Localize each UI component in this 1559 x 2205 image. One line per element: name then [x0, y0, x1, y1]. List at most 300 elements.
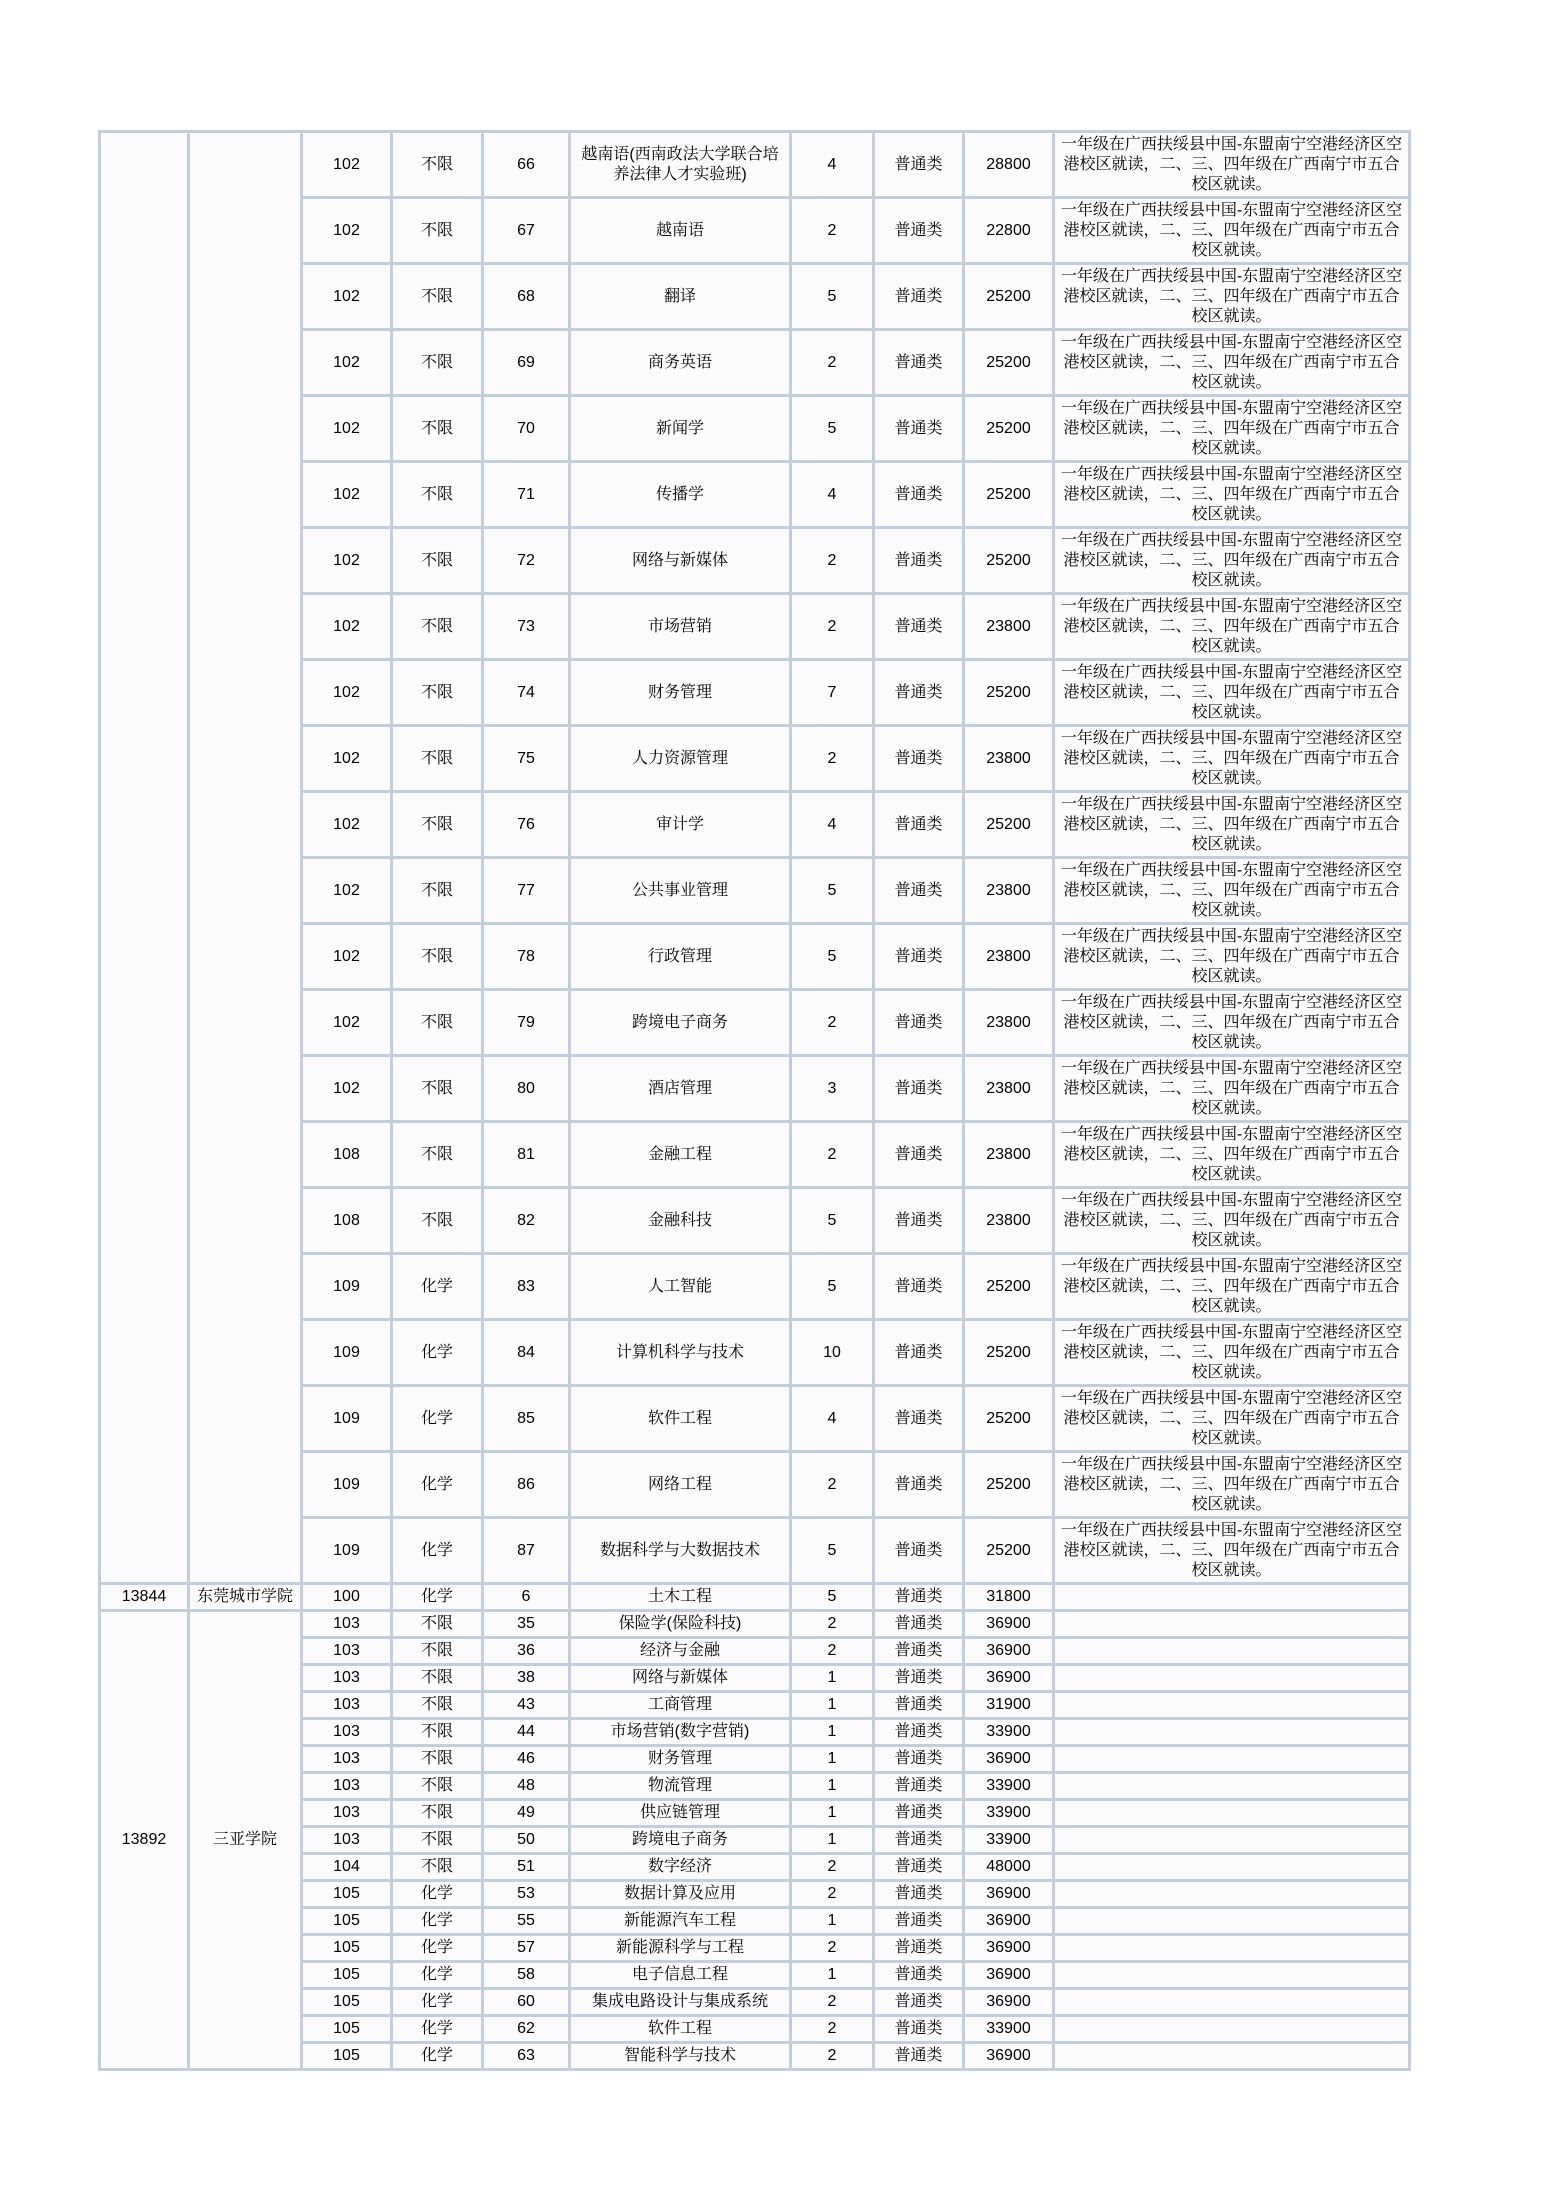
remark-cell: 一年级在广西扶绥县中国-东盟南宁空港经济区空港校区就读，二、三、四年级在广西南宁市五合校区就读。 — [1054, 594, 1410, 660]
tuition-cell: 25200 — [964, 660, 1054, 726]
remark-cell — [1054, 1584, 1410, 1611]
quota-cell: 1 — [791, 1827, 874, 1854]
college-code-cell: 102 — [302, 264, 392, 330]
quota-cell: 2 — [791, 990, 874, 1056]
category-cell: 普通类 — [874, 1854, 964, 1881]
quota-cell: 2 — [791, 1122, 874, 1188]
admission-table-body — [100, 132, 1410, 2070]
tuition-cell: 36900 — [964, 1611, 1054, 1638]
category-cell: 普通类 — [874, 1665, 964, 1692]
quota-cell: 5 — [791, 924, 874, 990]
remark-cell — [1054, 1800, 1410, 1827]
category-cell: 普通类 — [874, 1881, 964, 1908]
college-code-cell: 103 — [302, 1746, 392, 1773]
quota-cell: 5 — [791, 1584, 874, 1611]
subject-requirement-cell: 化学 — [392, 2016, 483, 2043]
tuition-cell: 36900 — [964, 1746, 1054, 1773]
tuition-cell: 25200 — [964, 462, 1054, 528]
subject-requirement-cell: 不限 — [392, 462, 483, 528]
subject-requirement-cell: 不限 — [392, 1800, 483, 1827]
quota-cell: 2 — [791, 1989, 874, 2016]
remark-cell: 一年级在广西扶绥县中国-东盟南宁空港经济区空港校区就读，二、三、四年级在广西南宁市五合校区就读。 — [1054, 1122, 1410, 1188]
quota-cell: 2 — [791, 2043, 874, 2070]
category-cell: 普通类 — [874, 1800, 964, 1827]
quota-cell: 1 — [791, 1908, 874, 1935]
major-number-cell: 85 — [483, 1386, 570, 1452]
remark-cell — [1054, 1827, 1410, 1854]
major-name-cell: 计算机科学与技术 — [570, 1320, 791, 1386]
subject-requirement-cell: 不限 — [392, 1692, 483, 1719]
quota-cell: 2 — [791, 1638, 874, 1665]
school-name-cell: 三亚学院 — [189, 1611, 302, 2070]
subject-requirement-cell: 不限 — [392, 198, 483, 264]
college-code-cell: 102 — [302, 792, 392, 858]
category-cell: 普通类 — [874, 330, 964, 396]
college-code-cell: 102 — [302, 990, 392, 1056]
category-cell: 普通类 — [874, 858, 964, 924]
major-name-cell: 人工智能 — [570, 1254, 791, 1320]
quota-cell: 5 — [791, 858, 874, 924]
subject-requirement-cell: 不限 — [392, 1854, 483, 1881]
subject-requirement-cell: 不限 — [392, 1665, 483, 1692]
tuition-cell: 25200 — [964, 1518, 1054, 1584]
major-number-cell: 57 — [483, 1935, 570, 1962]
major-name-cell: 酒店管理 — [570, 1056, 791, 1122]
remark-cell: 一年级在广西扶绥县中国-东盟南宁空港经济区空港校区就读，二、三、四年级在广西南宁市五合校区就读。 — [1054, 792, 1410, 858]
major-number-cell: 73 — [483, 594, 570, 660]
remark-cell: 一年级在广西扶绥县中国-东盟南宁空港经济区空港校区就读，二、三、四年级在广西南宁市五合校区就读。 — [1054, 1188, 1410, 1254]
major-name-cell: 物流管理 — [570, 1773, 791, 1800]
major-number-cell: 51 — [483, 1854, 570, 1881]
remark-cell — [1054, 1935, 1410, 1962]
category-cell: 普通类 — [874, 132, 964, 198]
subject-requirement-cell: 不限 — [392, 792, 483, 858]
subject-requirement-cell: 不限 — [392, 660, 483, 726]
major-name-cell: 软件工程 — [570, 2016, 791, 2043]
remark-cell: 一年级在广西扶绥县中国-东盟南宁空港经济区空港校区就读，二、三、四年级在广西南宁市五合校区就读。 — [1054, 330, 1410, 396]
major-number-cell: 6 — [483, 1584, 570, 1611]
remark-cell: 一年级在广西扶绥县中国-东盟南宁空港经济区空港校区就读，二、三、四年级在广西南宁市五合校区就读。 — [1054, 528, 1410, 594]
subject-requirement-cell: 不限 — [392, 132, 483, 198]
subject-requirement-cell: 化学 — [392, 1320, 483, 1386]
category-cell: 普通类 — [874, 1962, 964, 1989]
tuition-cell: 33900 — [964, 1773, 1054, 1800]
school-code-cell — [100, 132, 189, 1584]
major-number-cell: 46 — [483, 1746, 570, 1773]
subject-requirement-cell: 化学 — [392, 1254, 483, 1320]
college-code-cell: 103 — [302, 1665, 392, 1692]
subject-requirement-cell: 不限 — [392, 1773, 483, 1800]
major-number-cell: 50 — [483, 1827, 570, 1854]
major-name-cell: 翻译 — [570, 264, 791, 330]
category-cell: 普通类 — [874, 264, 964, 330]
major-number-cell: 44 — [483, 1719, 570, 1746]
category-cell: 普通类 — [874, 792, 964, 858]
quota-cell: 10 — [791, 1320, 874, 1386]
major-number-cell: 83 — [483, 1254, 570, 1320]
quota-cell: 5 — [791, 396, 874, 462]
major-number-cell: 63 — [483, 2043, 570, 2070]
quota-cell: 5 — [791, 1188, 874, 1254]
category-cell: 普通类 — [874, 1692, 964, 1719]
quota-cell: 1 — [791, 1962, 874, 1989]
tuition-cell: 36900 — [964, 1935, 1054, 1962]
college-code-cell: 102 — [302, 924, 392, 990]
major-number-cell: 77 — [483, 858, 570, 924]
tuition-cell: 36900 — [964, 1881, 1054, 1908]
quota-cell: 2 — [791, 528, 874, 594]
college-code-cell: 103 — [302, 1827, 392, 1854]
college-code-cell: 102 — [302, 1056, 392, 1122]
college-code-cell: 108 — [302, 1122, 392, 1188]
major-name-cell: 人力资源管理 — [570, 726, 791, 792]
major-number-cell: 84 — [483, 1320, 570, 1386]
subject-requirement-cell: 化学 — [392, 1962, 483, 1989]
major-name-cell: 市场营销(数字营销) — [570, 1719, 791, 1746]
category-cell: 普通类 — [874, 462, 964, 528]
major-number-cell: 38 — [483, 1665, 570, 1692]
category-cell: 普通类 — [874, 594, 964, 660]
major-name-cell: 网络与新媒体 — [570, 528, 791, 594]
college-code-cell: 100 — [302, 1584, 392, 1611]
remark-cell: 一年级在广西扶绥县中国-东盟南宁空港经济区空港校区就读，二、三、四年级在广西南宁市五合校区就读。 — [1054, 924, 1410, 990]
college-code-cell: 102 — [302, 330, 392, 396]
tuition-cell: 23800 — [964, 1122, 1054, 1188]
tuition-cell: 25200 — [964, 792, 1054, 858]
tuition-cell: 25200 — [964, 1254, 1054, 1320]
major-name-cell: 电子信息工程 — [570, 1962, 791, 1989]
subject-requirement-cell: 不限 — [392, 330, 483, 396]
category-cell: 普通类 — [874, 2043, 964, 2070]
tuition-cell: 33900 — [964, 1827, 1054, 1854]
subject-requirement-cell: 不限 — [392, 924, 483, 990]
category-cell: 普通类 — [874, 1746, 964, 1773]
remark-cell: 一年级在广西扶绥县中国-东盟南宁空港经济区空港校区就读，二、三、四年级在广西南宁市五合校区就读。 — [1054, 396, 1410, 462]
tuition-cell: 23800 — [964, 990, 1054, 1056]
college-code-cell: 103 — [302, 1692, 392, 1719]
major-number-cell: 75 — [483, 726, 570, 792]
quota-cell: 2 — [791, 1452, 874, 1518]
remark-cell: 一年级在广西扶绥县中国-东盟南宁空港经济区空港校区就读，二、三、四年级在广西南宁市五合校区就读。 — [1054, 264, 1410, 330]
major-number-cell: 36 — [483, 1638, 570, 1665]
tuition-cell: 33900 — [964, 1719, 1054, 1746]
major-number-cell: 79 — [483, 990, 570, 1056]
tuition-cell: 25200 — [964, 1386, 1054, 1452]
category-cell: 普通类 — [874, 1908, 964, 1935]
category-cell: 普通类 — [874, 1773, 964, 1800]
subject-requirement-cell: 化学 — [392, 1452, 483, 1518]
quota-cell: 1 — [791, 1719, 874, 1746]
quota-cell: 5 — [791, 1518, 874, 1584]
major-name-cell: 行政管理 — [570, 924, 791, 990]
category-cell: 普通类 — [874, 1188, 964, 1254]
tuition-cell: 25200 — [964, 330, 1054, 396]
remark-cell: 一年级在广西扶绥县中国-东盟南宁空港经济区空港校区就读，二、三、四年级在广西南宁市五合校区就读。 — [1054, 1254, 1410, 1320]
college-code-cell: 103 — [302, 1611, 392, 1638]
major-number-cell: 71 — [483, 462, 570, 528]
major-name-cell: 数据科学与大数据技术 — [570, 1518, 791, 1584]
major-name-cell: 经济与金融 — [570, 1638, 791, 1665]
major-number-cell: 53 — [483, 1881, 570, 1908]
subject-requirement-cell: 不限 — [392, 594, 483, 660]
major-number-cell: 69 — [483, 330, 570, 396]
category-cell: 普通类 — [874, 1989, 964, 2016]
quota-cell: 4 — [791, 132, 874, 198]
major-name-cell: 集成电路设计与集成系统 — [570, 1989, 791, 2016]
remark-cell — [1054, 1989, 1410, 2016]
remark-cell: 一年级在广西扶绥县中国-东盟南宁空港经济区空港校区就读，二、三、四年级在广西南宁市五合校区就读。 — [1054, 132, 1410, 198]
major-number-cell: 72 — [483, 528, 570, 594]
remark-cell: 一年级在广西扶绥县中国-东盟南宁空港经济区空港校区就读，二、三、四年级在广西南宁市五合校区就读。 — [1054, 858, 1410, 924]
major-name-cell: 公共事业管理 — [570, 858, 791, 924]
major-name-cell: 审计学 — [570, 792, 791, 858]
major-name-cell: 新闻学 — [570, 396, 791, 462]
college-code-cell: 102 — [302, 396, 392, 462]
tuition-cell: 31900 — [964, 1692, 1054, 1719]
remark-cell — [1054, 1854, 1410, 1881]
quota-cell: 5 — [791, 264, 874, 330]
major-name-cell: 传播学 — [570, 462, 791, 528]
major-number-cell: 87 — [483, 1518, 570, 1584]
category-cell: 普通类 — [874, 924, 964, 990]
subject-requirement-cell: 化学 — [392, 1989, 483, 2016]
major-number-cell: 80 — [483, 1056, 570, 1122]
major-name-cell: 工商管理 — [570, 1692, 791, 1719]
quota-cell: 4 — [791, 1386, 874, 1452]
major-name-cell: 市场营销 — [570, 594, 791, 660]
subject-requirement-cell: 不限 — [392, 396, 483, 462]
college-code-cell: 102 — [302, 726, 392, 792]
major-name-cell: 财务管理 — [570, 660, 791, 726]
major-number-cell: 78 — [483, 924, 570, 990]
remark-cell — [1054, 1611, 1410, 1638]
college-code-cell: 109 — [302, 1254, 392, 1320]
tuition-cell: 23800 — [964, 1056, 1054, 1122]
quota-cell: 2 — [791, 1854, 874, 1881]
tuition-cell: 33900 — [964, 2016, 1054, 2043]
tuition-cell: 22800 — [964, 198, 1054, 264]
tuition-cell: 23800 — [964, 1188, 1054, 1254]
college-code-cell: 105 — [302, 1989, 392, 2016]
college-code-cell: 105 — [302, 1935, 392, 1962]
major-name-cell: 金融工程 — [570, 1122, 791, 1188]
tuition-cell: 25200 — [964, 1452, 1054, 1518]
college-code-cell: 105 — [302, 1962, 392, 1989]
subject-requirement-cell: 化学 — [392, 1935, 483, 1962]
major-name-cell: 智能科学与技术 — [570, 2043, 791, 2070]
quota-cell: 2 — [791, 198, 874, 264]
school-code-cell: 13892 — [100, 1611, 189, 2070]
major-name-cell: 新能源科学与工程 — [570, 1935, 791, 1962]
quota-cell: 2 — [791, 1611, 874, 1638]
tuition-cell: 48000 — [964, 1854, 1054, 1881]
major-number-cell: 66 — [483, 132, 570, 198]
remark-cell: 一年级在广西扶绥县中国-东盟南宁空港经济区空港校区就读，二、三、四年级在广西南宁市五合校区就读。 — [1054, 462, 1410, 528]
subject-requirement-cell: 不限 — [392, 726, 483, 792]
tuition-cell: 36900 — [964, 2043, 1054, 2070]
remark-cell: 一年级在广西扶绥县中国-东盟南宁空港经济区空港校区就读，二、三、四年级在广西南宁市五合校区就读。 — [1054, 198, 1410, 264]
category-cell: 普通类 — [874, 1584, 964, 1611]
major-number-cell: 86 — [483, 1452, 570, 1518]
college-code-cell: 109 — [302, 1518, 392, 1584]
major-number-cell: 35 — [483, 1611, 570, 1638]
college-code-cell: 102 — [302, 660, 392, 726]
admission-plan-table — [98, 130, 1411, 2071]
category-cell: 普通类 — [874, 1452, 964, 1518]
tuition-cell: 36900 — [964, 1989, 1054, 2016]
tuition-cell: 36900 — [964, 1962, 1054, 1989]
major-name-cell: 金融科技 — [570, 1188, 791, 1254]
remark-cell — [1054, 1638, 1410, 1665]
category-cell: 普通类 — [874, 1611, 964, 1638]
remark-cell — [1054, 2016, 1410, 2043]
tuition-cell: 23800 — [964, 924, 1054, 990]
remark-cell: 一年级在广西扶绥县中国-东盟南宁空港经济区空港校区就读，二、三、四年级在广西南宁市五合校区就读。 — [1054, 1452, 1410, 1518]
category-cell: 普通类 — [874, 198, 964, 264]
college-code-cell: 109 — [302, 1320, 392, 1386]
subject-requirement-cell: 化学 — [392, 1584, 483, 1611]
subject-requirement-cell: 化学 — [392, 1518, 483, 1584]
major-name-cell: 数字经济 — [570, 1854, 791, 1881]
remark-cell: 一年级在广西扶绥县中国-东盟南宁空港经济区空港校区就读，二、三、四年级在广西南宁市五合校区就读。 — [1054, 1518, 1410, 1584]
subject-requirement-cell: 不限 — [392, 264, 483, 330]
remark-cell — [1054, 1908, 1410, 1935]
remark-cell: 一年级在广西扶绥县中国-东盟南宁空港经济区空港校区就读，二、三、四年级在广西南宁市五合校区就读。 — [1054, 660, 1410, 726]
tuition-cell: 36900 — [964, 1638, 1054, 1665]
remark-cell: 一年级在广西扶绥县中国-东盟南宁空港经济区空港校区就读，二、三、四年级在广西南宁市五合校区就读。 — [1054, 990, 1410, 1056]
major-name-cell: 数据计算及应用 — [570, 1881, 791, 1908]
category-cell: 普通类 — [874, 1254, 964, 1320]
tuition-cell: 23800 — [964, 858, 1054, 924]
school-name-cell — [189, 132, 302, 1584]
major-name-cell: 越南语(西南政法大学联合培养法律人才实验班) — [570, 132, 791, 198]
category-cell: 普通类 — [874, 528, 964, 594]
remark-cell — [1054, 2043, 1410, 2070]
major-number-cell: 74 — [483, 660, 570, 726]
school-name-cell: 东莞城市学院 — [189, 1584, 302, 1611]
tuition-cell: 25200 — [964, 264, 1054, 330]
category-cell: 普通类 — [874, 1320, 964, 1386]
quota-cell: 1 — [791, 1692, 874, 1719]
major-number-cell: 49 — [483, 1800, 570, 1827]
college-code-cell: 109 — [302, 1386, 392, 1452]
tuition-cell: 36900 — [964, 1665, 1054, 1692]
college-code-cell: 102 — [302, 198, 392, 264]
major-name-cell: 财务管理 — [570, 1746, 791, 1773]
college-code-cell: 105 — [302, 1881, 392, 1908]
quota-cell: 3 — [791, 1056, 874, 1122]
college-code-cell: 102 — [302, 594, 392, 660]
quota-cell: 2 — [791, 2016, 874, 2043]
remark-cell — [1054, 1692, 1410, 1719]
major-name-cell: 新能源汽车工程 — [570, 1908, 791, 1935]
quota-cell: 7 — [791, 660, 874, 726]
major-number-cell: 81 — [483, 1122, 570, 1188]
major-number-cell: 68 — [483, 264, 570, 330]
remark-cell: 一年级在广西扶绥县中国-东盟南宁空港经济区空港校区就读，二、三、四年级在广西南宁市五合校区就读。 — [1054, 1320, 1410, 1386]
tuition-cell: 36900 — [964, 1908, 1054, 1935]
category-cell: 普通类 — [874, 1935, 964, 1962]
remark-cell — [1054, 1746, 1410, 1773]
remark-cell: 一年级在广西扶绥县中国-东盟南宁空港经济区空港校区就读，二、三、四年级在广西南宁市五合校区就读。 — [1054, 1386, 1410, 1452]
remark-cell — [1054, 1719, 1410, 1746]
college-code-cell: 108 — [302, 1188, 392, 1254]
tuition-cell: 33900 — [964, 1800, 1054, 1827]
major-number-cell: 76 — [483, 792, 570, 858]
college-code-cell: 104 — [302, 1854, 392, 1881]
subject-requirement-cell: 不限 — [392, 1638, 483, 1665]
remark-cell — [1054, 1773, 1410, 1800]
major-number-cell: 70 — [483, 396, 570, 462]
major-name-cell: 跨境电子商务 — [570, 990, 791, 1056]
subject-requirement-cell: 化学 — [392, 2043, 483, 2070]
category-cell: 普通类 — [874, 660, 964, 726]
quota-cell: 5 — [791, 1254, 874, 1320]
college-code-cell: 105 — [302, 2016, 392, 2043]
college-code-cell: 102 — [302, 462, 392, 528]
table-row — [100, 132, 1410, 198]
major-name-cell: 网络与新媒体 — [570, 1665, 791, 1692]
quota-cell: 2 — [791, 1881, 874, 1908]
tuition-cell: 25200 — [964, 528, 1054, 594]
subject-requirement-cell: 化学 — [392, 1908, 483, 1935]
college-code-cell: 102 — [302, 132, 392, 198]
quota-cell: 1 — [791, 1665, 874, 1692]
quota-cell: 2 — [791, 1935, 874, 1962]
major-name-cell: 软件工程 — [570, 1386, 791, 1452]
subject-requirement-cell: 不限 — [392, 1746, 483, 1773]
category-cell: 普通类 — [874, 1056, 964, 1122]
category-cell: 普通类 — [874, 1638, 964, 1665]
college-code-cell: 105 — [302, 2043, 392, 2070]
category-cell: 普通类 — [874, 1719, 964, 1746]
subject-requirement-cell: 化学 — [392, 1881, 483, 1908]
quota-cell: 1 — [791, 1773, 874, 1800]
major-number-cell: 60 — [483, 1989, 570, 2016]
quota-cell: 2 — [791, 330, 874, 396]
major-number-cell: 82 — [483, 1188, 570, 1254]
college-code-cell: 103 — [302, 1638, 392, 1665]
subject-requirement-cell: 不限 — [392, 1188, 483, 1254]
quota-cell: 1 — [791, 1746, 874, 1773]
subject-requirement-cell: 不限 — [392, 1056, 483, 1122]
category-cell: 普通类 — [874, 1122, 964, 1188]
tuition-cell: 25200 — [964, 396, 1054, 462]
major-number-cell: 55 — [483, 1908, 570, 1935]
remark-cell: 一年级在广西扶绥县中国-东盟南宁空港经济区空港校区就读，二、三、四年级在广西南宁市五合校区就读。 — [1054, 1056, 1410, 1122]
major-name-cell: 跨境电子商务 — [570, 1827, 791, 1854]
category-cell: 普通类 — [874, 1386, 964, 1452]
college-code-cell: 103 — [302, 1800, 392, 1827]
remark-cell: 一年级在广西扶绥县中国-东盟南宁空港经济区空港校区就读，二、三、四年级在广西南宁市五合校区就读。 — [1054, 726, 1410, 792]
subject-requirement-cell: 不限 — [392, 858, 483, 924]
major-name-cell: 商务英语 — [570, 330, 791, 396]
major-number-cell: 58 — [483, 1962, 570, 1989]
subject-requirement-cell: 不限 — [392, 1122, 483, 1188]
category-cell: 普通类 — [874, 396, 964, 462]
major-name-cell: 土木工程 — [570, 1584, 791, 1611]
school-code-cell: 13844 — [100, 1584, 189, 1611]
quota-cell: 1 — [791, 1800, 874, 1827]
college-code-cell: 103 — [302, 1773, 392, 1800]
remark-cell — [1054, 1962, 1410, 1989]
quota-cell: 4 — [791, 462, 874, 528]
college-code-cell: 102 — [302, 858, 392, 924]
major-name-cell: 保险学(保险科技) — [570, 1611, 791, 1638]
tuition-cell: 31800 — [964, 1584, 1054, 1611]
remark-cell — [1054, 1665, 1410, 1692]
subject-requirement-cell: 不限 — [392, 990, 483, 1056]
